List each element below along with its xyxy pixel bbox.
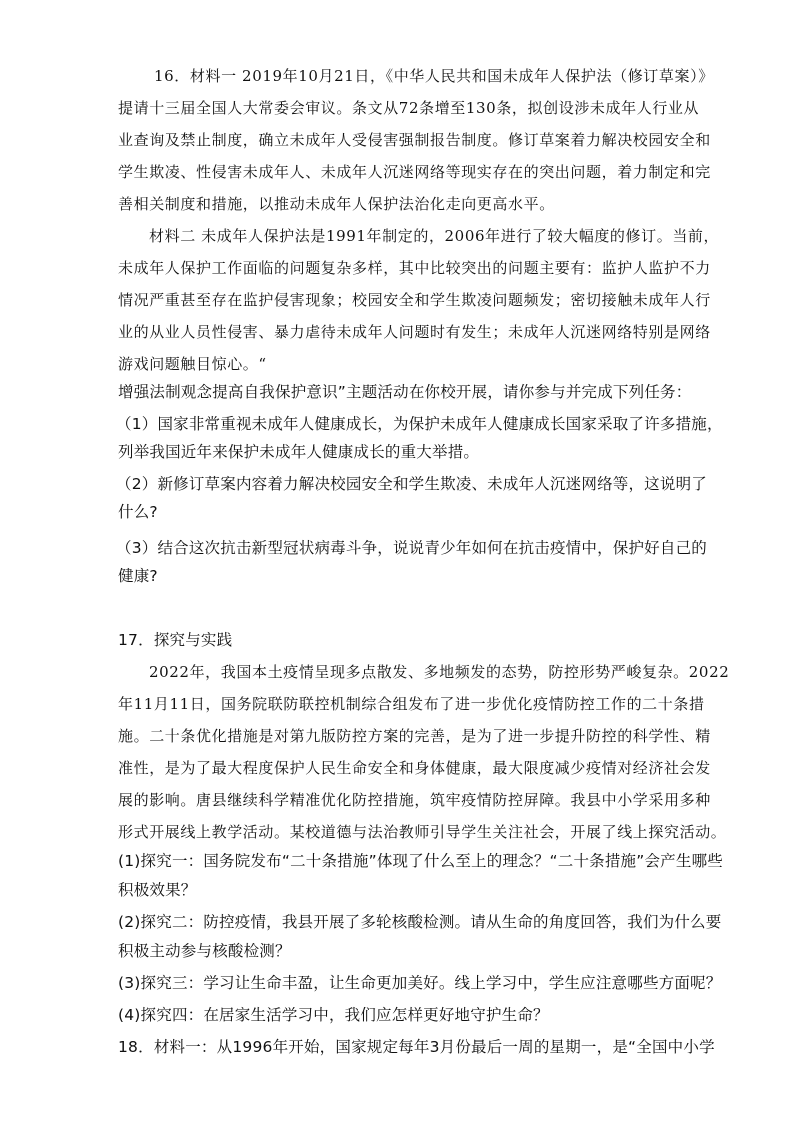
question-item: (2)探究二：防控疫情，我县开展了多轮核酸检测。请从生命的角度回答，我们为什么要 [118,913,722,931]
text-line: 游戏问题触目惊心。“ [118,355,267,373]
text-line: 学生欺凌、性侵害未成年人、未成年人沉迷网络等现实存在的突出问题，着力制定和完 [118,163,711,181]
text-line: 列举我国近年来保护未成年人健康成长的重大举措。 [118,443,480,461]
text-line: 积极主动参与核酸检测？ [118,942,291,960]
text-line: 准性，是为了最大程度保护人民生命安全和身体健康，最大限度减少疫情对经济社会发 [118,759,711,777]
text-line: 提请十三届全国人大常委会审议。条文从72条增至130条，拟创设涉未成年人行业从 [118,99,700,117]
question-item: (4)探究四：在居家生活学习中，我们应怎样更好地守护生命？ [118,1006,549,1024]
text-line: 未成年人保护工作面临的问题复杂多样，其中比较突出的问题主要有：监护人监护不力 [118,259,711,277]
text-line: 情况严重甚至存在监护侵害现象；校园安全和学生欺凌问题频发；密切接触未成年人行 [118,291,711,309]
text-line: 善相关制度和措施，以推动未成年人保护法治化走向更高水平。 [118,195,555,213]
text-line: 展的影响。唐县继续科学精准优化防控措施，筑牢疫情防控屏障。我县中小学采用多种 [118,791,711,809]
question-item: （1）国家非常重视未成年人健康成长，为保护未成年人健康成长国家采取了许多措施， [116,415,723,433]
text-line: 2022年，我国本土疫情呈现多点散发、多地频发的态势，防控形势严峻复杂。2022 [149,663,730,681]
question-item: （2）新修订草案内容着力解决校园安全和学生欺凌、未成年人沉迷网络等，这说明了 [116,475,707,493]
text-line: 积极效果？ [118,881,197,899]
text-line: 18．材料一：从1996年开始，国家规定每年3月份最后一周的星期一，是“全国中小学 [118,1038,715,1056]
text-line: 材料二 未成年人保护法是1991年制定的，2006年进行了较大幅度的修订。当前， [149,227,720,245]
question-title: 17．探究与实践 [118,631,233,649]
question-item: （3）结合这次抗击新型冠状病毒斗争，说说青少年如何在抗击疫情中，保护好自己的 [116,539,707,557]
text-line: 增强法制观念提高自我保护意识”主题活动在你校开展，请你参与并完成下列任务： [118,383,692,401]
text-line: 业的从业人员性侵害、暴力虐待未成年人问题时有发生；未成年人沉迷网络特别是网络 [118,323,711,341]
question-item: (1)探究一：国务院发布“二十条措施”体现了什么至上的理念？“二十条措施”会产生哪些 [118,852,723,870]
text-line: 健康? [118,567,158,585]
text-line: 什么? [118,503,158,521]
question-item: (3)探究三：学习让生命丰盈，让生命更加美好。线上学习中，学生应注意哪些方面呢？ [118,974,722,992]
text-line: 业查询及禁止制度，确立未成年人受侵害强制报告制度。修订草案着力解决校园安全和 [118,131,711,149]
text-line: 施。二十条优化措施是对第九版防控方案的完善，是为了进一步提升防控的科学性、精 [118,727,711,745]
text-line: 年11月11日，国务院联防联控机制综合组发布了进一步优化疫情防控工作的二十条措 [118,695,705,713]
text-line: 16．材料一 2019年10月21日，《中华人民共和国未成年人保护法（修订草案）》 [154,67,714,85]
text-line: 形式开展线上教学活动。某校道德与法治教师引导学生关注社会，开展了线上探究活动。 [118,823,727,841]
